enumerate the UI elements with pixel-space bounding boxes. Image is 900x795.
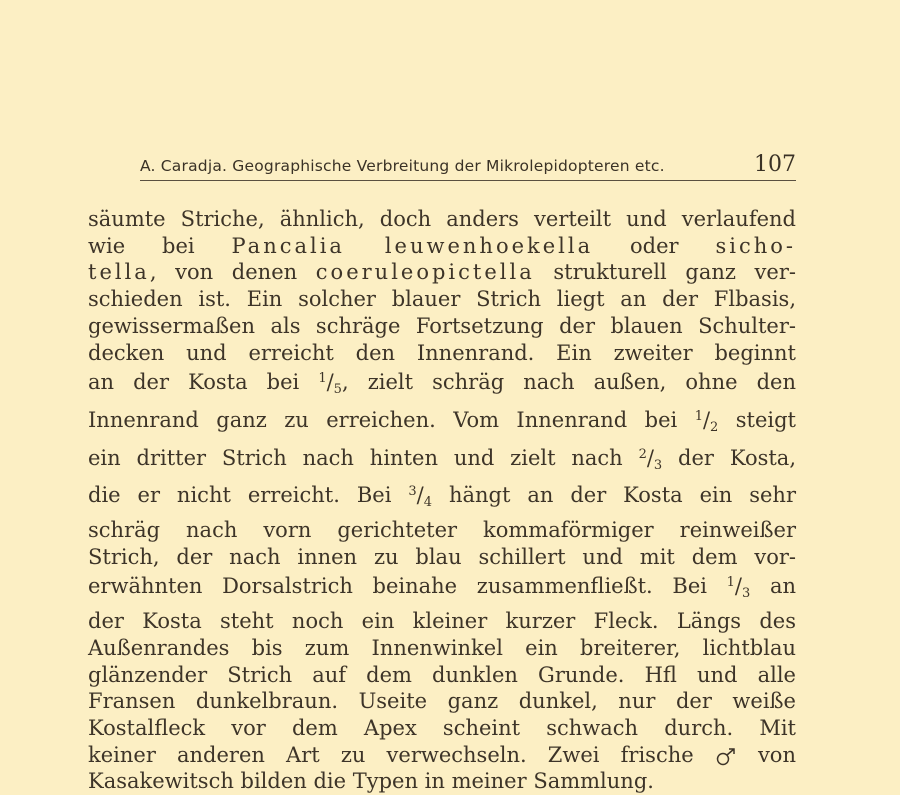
text-segment: ein dritter Strich nach hinten und zielt nach xyxy=(88,445,639,470)
text-line xyxy=(88,768,796,795)
fraction xyxy=(638,445,663,473)
fraction xyxy=(726,574,751,602)
text-line xyxy=(88,715,796,742)
fraction-denominator: 2 xyxy=(710,419,719,435)
text-segment: der Kosta, xyxy=(662,445,796,470)
text-line xyxy=(88,313,796,340)
fraction-slash: / xyxy=(416,483,424,508)
page-header xyxy=(140,150,796,181)
text-segment: , von denen xyxy=(149,260,316,285)
text-segment: oder xyxy=(593,233,716,258)
fraction-numerator: 1 xyxy=(726,575,735,591)
text-segment: wie bei xyxy=(88,233,232,258)
male-symbol-icon xyxy=(715,748,737,766)
text-segment: schieden ist. Ein solcher blauer Strich liegt an der Flbasis, xyxy=(88,287,796,312)
fraction-denominator: 5 xyxy=(333,382,342,398)
text-segment: an xyxy=(750,574,796,599)
text-line xyxy=(88,366,796,404)
text-line xyxy=(88,570,796,608)
fraction-denominator: 3 xyxy=(653,457,663,473)
text-segment: strukturell ganz ver- xyxy=(534,260,796,285)
text-segment: der Kosta steht noch ein kleiner kurzer Fleck. Längs des xyxy=(88,609,796,634)
text-segment: keiner anderen Art zu verwechseln. Zwei frische xyxy=(88,742,715,767)
text-segment: glänzender Strich auf dem dunklen Grunde. Hfl und alle xyxy=(88,662,796,687)
text-segment: Kostalfleck vor dem Apex scheint schwach durch. Mit xyxy=(88,715,796,740)
text-line xyxy=(88,517,796,544)
fraction-denominator: 3 xyxy=(742,586,751,602)
text-segment: schräg nach vorn gerichteter kommaförmiger reinweißer xyxy=(88,518,796,543)
fraction-slash: / xyxy=(734,574,742,599)
text-line xyxy=(88,259,796,286)
running-title: A. Caradja. Geographische Verbreitung der Mikrolepidopteren etc. xyxy=(140,157,665,175)
text-segment: Kasakewitsch bilden die Typen in meiner Sammlung. xyxy=(88,769,654,794)
text-segment: von xyxy=(736,742,796,767)
fraction-slash: / xyxy=(646,445,654,470)
text-segment: an der Kosta bei xyxy=(88,370,319,395)
text-segment: die er nicht erreicht. Bei xyxy=(88,483,409,508)
species-name: tella xyxy=(88,260,150,285)
text-segment: steigt xyxy=(718,407,796,432)
body-text xyxy=(88,206,796,795)
text-segment: Strich, der nach innen zu blau schillert und mit dem vor- xyxy=(88,544,796,569)
text-segment: , zielt schräg nach außen, ohne den xyxy=(341,370,796,395)
text-segment: säumte Striche, ähnlich, doch anders verteilt und verlaufend xyxy=(88,207,796,231)
text-segment: erwähnten Dorsalstrich beinahe zusammenfließt. Bei xyxy=(88,574,727,599)
text-line xyxy=(88,688,796,715)
text-segment: Innenrand ganz zu erreichen. Vom Innenrand bei xyxy=(88,407,695,432)
species-name: Pancalia leuwenhoekella xyxy=(231,233,594,258)
fraction-numerator: 1 xyxy=(694,408,703,424)
fraction xyxy=(694,407,719,435)
text-segment: decken und erreicht den Innenrand. Ein zweiter beginnt xyxy=(88,340,796,365)
text-line xyxy=(88,608,796,635)
fraction xyxy=(408,483,432,511)
fraction-slash: / xyxy=(326,370,334,395)
text-line xyxy=(88,286,796,313)
species-name: coeruleopictella xyxy=(315,260,535,285)
text-line xyxy=(88,233,796,260)
fraction-numerator: 2 xyxy=(638,446,647,462)
text-line xyxy=(88,635,796,662)
text-line xyxy=(88,662,796,689)
species-name: sicho- xyxy=(715,233,796,258)
text-line xyxy=(88,340,796,367)
text-line xyxy=(88,404,796,442)
text-line xyxy=(88,479,796,517)
text-segment: Fransen dunkelbraun. Useite ganz dunkel, nur der weiße xyxy=(88,689,796,714)
text-segment: Außenrandes bis zum Innenwinkel ein breiterer, lichtblau xyxy=(88,635,796,660)
fraction xyxy=(318,370,342,398)
page-number: 107 xyxy=(754,152,796,177)
fraction-slash: / xyxy=(702,407,711,432)
fraction-numerator: 3 xyxy=(408,484,417,500)
text-segment: gewissermaßen als schräge Fortsetzung der blauen Schulter- xyxy=(88,313,796,338)
text-segment: hängt an der Kosta ein sehr xyxy=(432,483,796,508)
text-line xyxy=(88,544,796,571)
text-line xyxy=(88,206,796,233)
fraction-denominator: 4 xyxy=(423,495,432,511)
text-line xyxy=(88,442,796,480)
fraction-numerator: 1 xyxy=(318,371,327,387)
